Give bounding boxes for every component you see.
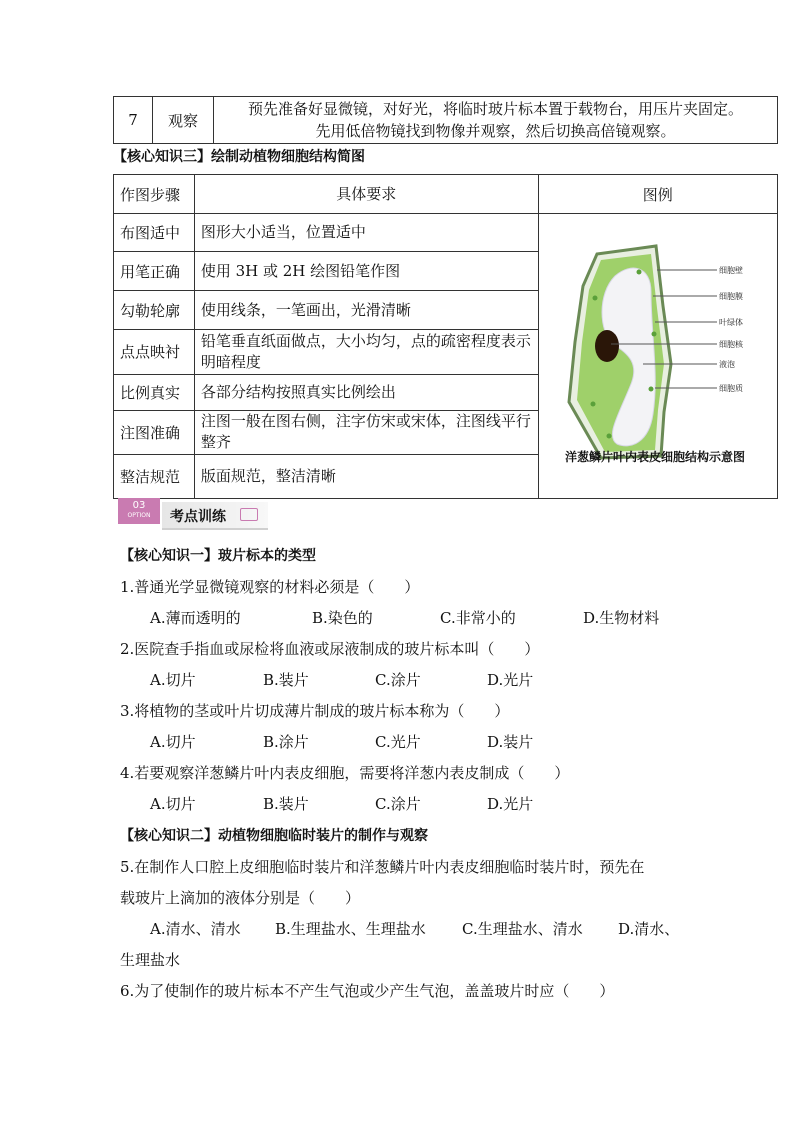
- monitor-icon: [240, 508, 258, 521]
- option-b: B.装片: [263, 671, 309, 689]
- step-requirement: 各部分结构按照真实比例绘出: [194, 374, 538, 410]
- label-vacuole: 液泡: [718, 360, 735, 369]
- option-d: D.光片: [487, 671, 534, 689]
- chloroplast-dot: [636, 270, 641, 275]
- step-requirement: 版面规范，整洁清晰: [194, 454, 538, 498]
- question-4: 4.若要观察洋葱鳞片叶内表皮细胞，需要将洋葱内表皮制成（ ）: [120, 764, 570, 782]
- option-a: A.切片: [150, 671, 196, 689]
- question-5-line1: 5.在制作人口腔上皮细胞临时装片和洋葱鳞片叶内表皮细胞临时装片时，预先在: [120, 858, 645, 876]
- table-header-row: [114, 175, 778, 214]
- question-5-line2: 载玻片上滴加的液体分别是（ ）: [120, 889, 361, 907]
- chloroplast-dot: [590, 402, 595, 407]
- section-banner: [118, 498, 270, 532]
- section-heading: 【核心知识三】绘制动植物细胞结构简图: [113, 149, 365, 165]
- option-a: A.切片: [150, 795, 196, 813]
- drawing-steps-table: [113, 174, 778, 499]
- banner-bar: [162, 502, 268, 530]
- step-name: 注图准确: [114, 410, 195, 454]
- step-description-line1: 预先准备好显微镜，对好光，将临时玻片标本置于载物台，用压片夹固定。: [247, 100, 743, 118]
- column-header: 作图步骤: [114, 175, 195, 214]
- onion-cell-diagram: [539, 214, 772, 494]
- banner-number: 03: [132, 500, 146, 511]
- step-name: 点点映衬: [114, 330, 195, 374]
- column-header: 图例: [538, 175, 777, 214]
- question-6: 6.为了使制作的玻片标本不产生气泡或少产生气泡，盖盖玻片时应（ ）: [120, 982, 615, 1000]
- option-b: B.染色的: [312, 609, 373, 627]
- question-3: 3.将植物的茎或叶片切成薄片制成的玻片标本称为（ ）: [120, 702, 510, 720]
- label-cell-membrane: 细胞膜: [718, 292, 743, 301]
- option-b: B.装片: [263, 795, 309, 813]
- step-description: [214, 97, 778, 144]
- knowledge-heading-2: 【核心知识二】动植物细胞临时装片的制作与观察: [120, 828, 428, 844]
- option-d: D.清水、: [618, 920, 680, 938]
- option-b: B.生理盐水、生理盐水: [275, 920, 426, 938]
- banner-badge: [118, 498, 160, 524]
- step-name: 勾勒轮廓: [114, 291, 195, 330]
- chloroplast-dot: [651, 332, 656, 337]
- step-requirement: 铅笔垂直纸面做点，大小均匀，点的疏密程度表示明暗程度: [194, 330, 538, 374]
- step-number: 7: [114, 97, 153, 144]
- step-requirement: 图形大小适当，位置适中: [194, 214, 538, 252]
- step-table: [113, 96, 778, 144]
- question-2: 2.医院查手指血或尿检将血液或尿液制成的玻片标本叫（ ）: [120, 640, 540, 658]
- step-requirement: 注图一般在图右侧，注字仿宋或宋体，注图线平行整齐: [194, 410, 538, 454]
- step-name: 布图适中: [114, 214, 195, 252]
- chloroplast-dot: [648, 387, 653, 392]
- label-chloroplast: 叶绿体: [718, 318, 743, 327]
- option-c: C.生理盐水、清水: [462, 920, 583, 938]
- step-requirement: 使用线条，一笔画出，光滑清晰: [194, 291, 538, 330]
- option-c: C.光片: [375, 733, 421, 751]
- step-description-line2: 先用低倍物镜找到物像并观察，然后切换高倍镜观察。: [315, 122, 676, 140]
- option-d: D.光片: [487, 795, 534, 813]
- option-a: A.清水、清水: [150, 920, 241, 938]
- option-b: B.涂片: [263, 733, 309, 751]
- option-a: A.切片: [150, 733, 196, 751]
- banner-title: 考点训练: [170, 509, 226, 525]
- option-c: C.非常小的: [440, 609, 516, 627]
- option-a: A.薄而透明的: [150, 609, 241, 627]
- chloroplast-dot: [606, 434, 611, 439]
- label-cytoplasm: 细胞质: [718, 384, 743, 393]
- option-c: C.涂片: [375, 671, 421, 689]
- step-name: 整洁规范: [114, 454, 195, 498]
- banner-sub: OPTION: [127, 512, 151, 519]
- question-1: 1.普通光学显微镜观察的材料必须是（ ）: [120, 578, 420, 596]
- option-d: D.装片: [487, 733, 534, 751]
- nucleus-shape: [595, 330, 619, 362]
- knowledge-heading-1: 【核心知识一】玻片标本的类型: [120, 548, 316, 564]
- figure-caption: 洋葱鳞片叶内表皮细胞结构示意图: [564, 450, 745, 464]
- option-c: C.涂片: [375, 795, 421, 813]
- label-nucleus: 细胞核: [718, 340, 743, 349]
- step-requirement: 使用 3H 或 2H 绘图铅笔作图: [194, 252, 538, 291]
- step-name: 比例真实: [114, 374, 195, 410]
- table-row: [114, 214, 778, 252]
- chloroplast-dot: [592, 296, 597, 301]
- step-name: 观察: [153, 97, 214, 144]
- option-d: D.生物材料: [583, 609, 660, 627]
- option-d-wrap: 生理盐水: [120, 951, 181, 969]
- cell-figure-cell: [538, 214, 777, 499]
- table-row: [114, 97, 778, 144]
- label-cell-wall: 细胞壁: [718, 266, 743, 275]
- step-name: 用笔正确: [114, 252, 195, 291]
- column-header: 具体要求: [194, 175, 538, 214]
